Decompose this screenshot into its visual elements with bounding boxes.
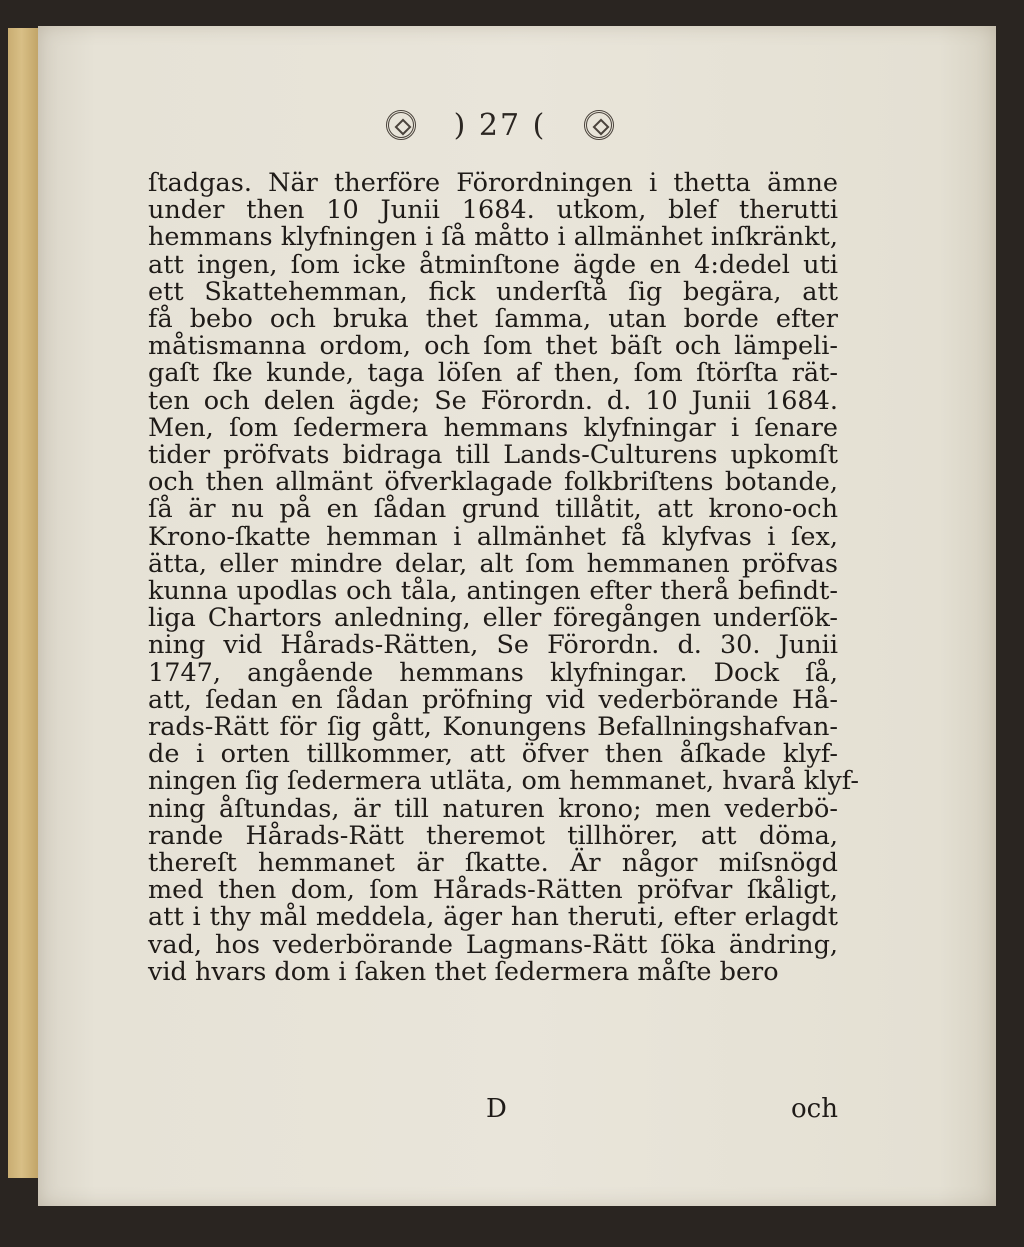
text-line: thereſt hemmanet är ſkatte. Är någor miſsnögd (148, 848, 838, 879)
text-line: få bebo och bruka thet ſamma, utan borde efter (148, 304, 838, 335)
ornament-right-icon (584, 110, 614, 140)
text-line: med then dom, ſom Hårads-Rätten pröfvar ſkåligt, (148, 875, 838, 906)
text-line: att ingen, ſom icke åtminſtone ägde en 4:dedel uti (148, 249, 838, 280)
text-line: att, ſedan en ſådan pröfning vid vederbörande Hå- (148, 684, 838, 715)
page-number: ) 27 ( (453, 107, 547, 143)
page-footer (148, 1094, 838, 1124)
signature-mark: D (486, 1094, 507, 1124)
text-line: rande Hårads-Rätt theremot tillhörer, att döma, (148, 820, 838, 851)
text-line: tider pröfvats bidraga till Lands-Culturens upkomſt (148, 440, 838, 471)
text-line: under then 10 Junii 1684. utkom, blef therutti (148, 195, 838, 226)
text-line: vid hvars dom i ſaken thet ſedermera måſte bero (148, 956, 779, 987)
text-line: att i thy mål meddela, äger han theruti, efter erlagdt (148, 902, 838, 933)
text-line: liga Chartors anledning, eller föregången underſök- (148, 603, 838, 634)
text-line: ſå är nu på en ſådan grund tillåtit, att krono-och (148, 494, 838, 525)
text-line: ning åſtundas, är till naturen krono; men vederbö- (148, 793, 838, 824)
catchword: och (791, 1094, 838, 1124)
text-line: Men, ſom ſedermera hemmans klyfningar i ſenare (148, 412, 838, 443)
page-header (300, 100, 700, 150)
text-line: gaſt ſke kunde, taga löſen af then, ſom ſtörſta rät- (148, 358, 838, 389)
text-line: ten och delen ägde; Se Förordn. d. 10 Junii 1684. (148, 385, 838, 416)
text-line: ningen ſig ſedermera utläta, om hemmanet, hvarå klyf- (148, 766, 859, 797)
text-line: vad, hos vederbörande Lagmans-Rätt ſöka ändring, (148, 929, 838, 960)
text-line: och then allmänt öfverklagade folkbriſtens botande, (148, 467, 838, 498)
text-line: kunna upodlas och tåla, antingen efter therå befindt- (148, 576, 838, 607)
text-line: hemmans klyfningen i ſå måtto i allmänhet inſkränkt, (148, 222, 838, 253)
text-line: 1747, angående hemmans klyfningar. Dock ſå, (148, 657, 838, 688)
text-line: rads-Rätt för ſig gått, Konungens Befallningshafvan- (148, 712, 838, 743)
ornament-left-icon (386, 110, 416, 140)
text-line: ätta, eller mindre delar, alt ſom hemmanen pröfvas (148, 548, 838, 579)
text-line: Krono-ſkatte hemman i allmänhet få klyfvas i ſex, (148, 521, 838, 552)
body-text (148, 168, 859, 987)
text-line: ett Skattehemman, fick underſtå ſig begära, att (148, 276, 838, 307)
previous-page-edge (8, 28, 40, 1178)
text-line: ning vid Hårads-Rätten, Se Förordn. d. 30. Junii (148, 630, 838, 661)
text-line: de i orten tillkommer, att öfver then åſkade klyf- (148, 739, 838, 770)
text-line: ſtadgas. När therföre Förordningen i thetta ämne (148, 168, 838, 198)
text-line: måtismanna ordom, och ſom thet bäſt och lämpeli- (148, 331, 838, 362)
